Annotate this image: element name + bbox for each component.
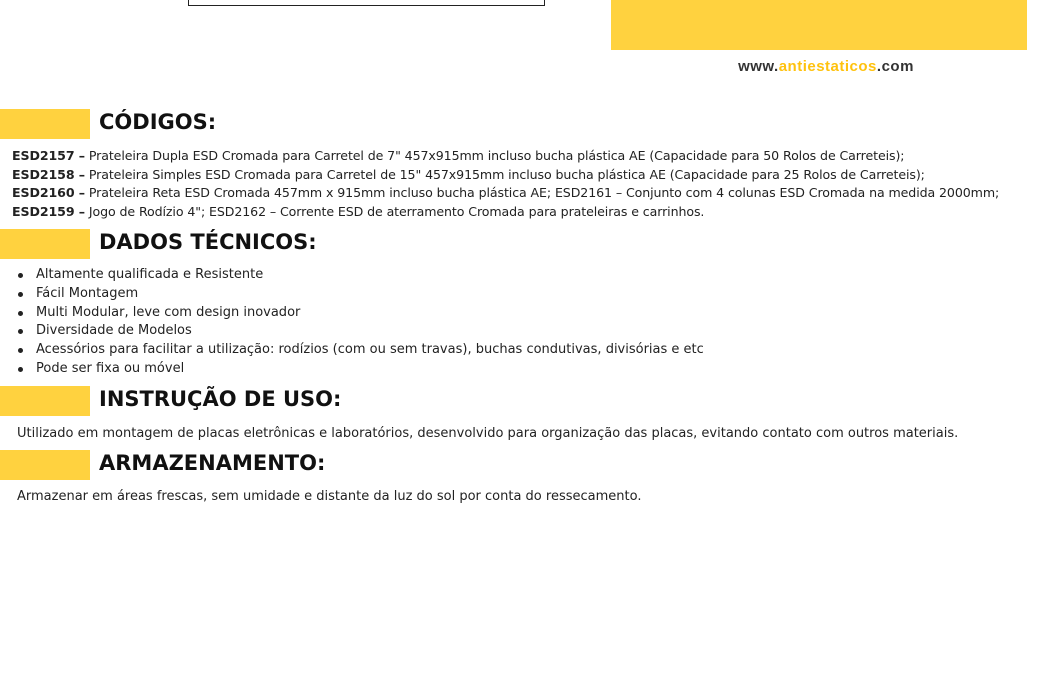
list-item	[16, 285, 704, 304]
code-line	[12, 203, 1057, 222]
product-description: Jogo de Rodízio 4"; ESD2162 – Corrente ESD de aterramento Cromada para prateleiras e carrinhos.	[84, 203, 705, 219]
storage-text: Armazenar em áreas frescas, sem umidade e distante da luz do sol por conta do ressecamento.	[17, 489, 642, 504]
code-line	[12, 166, 1057, 185]
codes-list	[12, 147, 1057, 221]
storage-section-header	[0, 450, 600, 480]
list-item-text: Acessórios para facilitar a utilização: rodízios (com ou sem travas), buchas condutivas, divisórias e etc	[36, 342, 704, 358]
product-code: ESD2158 –	[12, 166, 85, 182]
website-suffix: .com	[876, 58, 914, 75]
usage-title: INSTRUÇÃO DE USO:	[99, 387, 342, 411]
list-item	[16, 266, 704, 285]
website-prefix: www.	[738, 58, 779, 75]
section-accent-bar	[0, 109, 90, 139]
website-accent: antiestaticos	[778, 58, 877, 75]
website-link[interactable]	[611, 58, 1041, 75]
list-item-text: Altamente qualificada e Resistente	[36, 267, 264, 282]
code-line	[12, 147, 1057, 166]
product-code: ESD2160 –	[12, 185, 85, 200]
bullet-icon	[18, 292, 23, 297]
product-code: ESD2157 –	[12, 148, 85, 163]
product-description: Prateleira Dupla ESD Cromada para Carretel de 7" 457x915mm incluso bucha plástica AE (Capacidade para 50 Rolos de Carreteis);	[84, 148, 905, 163]
list-item-text: Multi Modular, leve com design inovador	[36, 304, 301, 320]
product-image-frame	[188, 0, 545, 6]
usage-section-header	[0, 386, 600, 416]
list-item-text: Pode ser fixa ou móvel	[36, 360, 185, 376]
code-line	[12, 184, 1057, 203]
bullet-icon	[18, 273, 23, 278]
list-item	[16, 360, 704, 379]
product-code: ESD2159 –	[12, 203, 85, 219]
section-accent-bar	[0, 229, 90, 259]
list-item	[16, 322, 704, 341]
codes-title: CÓDIGOS:	[99, 110, 217, 134]
header-banner	[611, 0, 1027, 50]
bullet-icon	[18, 348, 23, 353]
list-item	[16, 341, 704, 360]
list-item-text: Diversidade de Modelos	[36, 323, 192, 339]
section-accent-bar	[0, 386, 90, 416]
bullet-icon	[18, 311, 23, 316]
codes-section-header	[0, 109, 600, 139]
usage-text: Utilizado em montagem de placas eletrônicas e laboratórios, desenvolvido para organização das placas, evitando contato com outros materiais.	[17, 426, 959, 441]
list-item-text: Fácil Montagem	[36, 285, 139, 301]
technical-section-header	[0, 229, 600, 259]
technical-list	[16, 266, 704, 379]
bullet-icon	[18, 329, 23, 334]
storage-title: ARMAZENAMENTO:	[99, 451, 326, 475]
product-description: Prateleira Simples ESD Cromada para Carretel de 15" 457x915mm incluso bucha plástica AE (Capacidade para 25 Rolos de Carreteis);	[84, 166, 925, 182]
section-accent-bar	[0, 450, 90, 480]
bullet-icon	[18, 367, 23, 372]
list-item	[16, 304, 704, 323]
product-description: Prateleira Reta ESD Cromada 457mm x 915mm incluso bucha plástica AE; ESD2161 – Conjunto com 4 colunas ESD Cromada na medida 2000mm;	[84, 185, 1000, 200]
technical-title: DADOS TÉCNICOS:	[99, 230, 317, 254]
